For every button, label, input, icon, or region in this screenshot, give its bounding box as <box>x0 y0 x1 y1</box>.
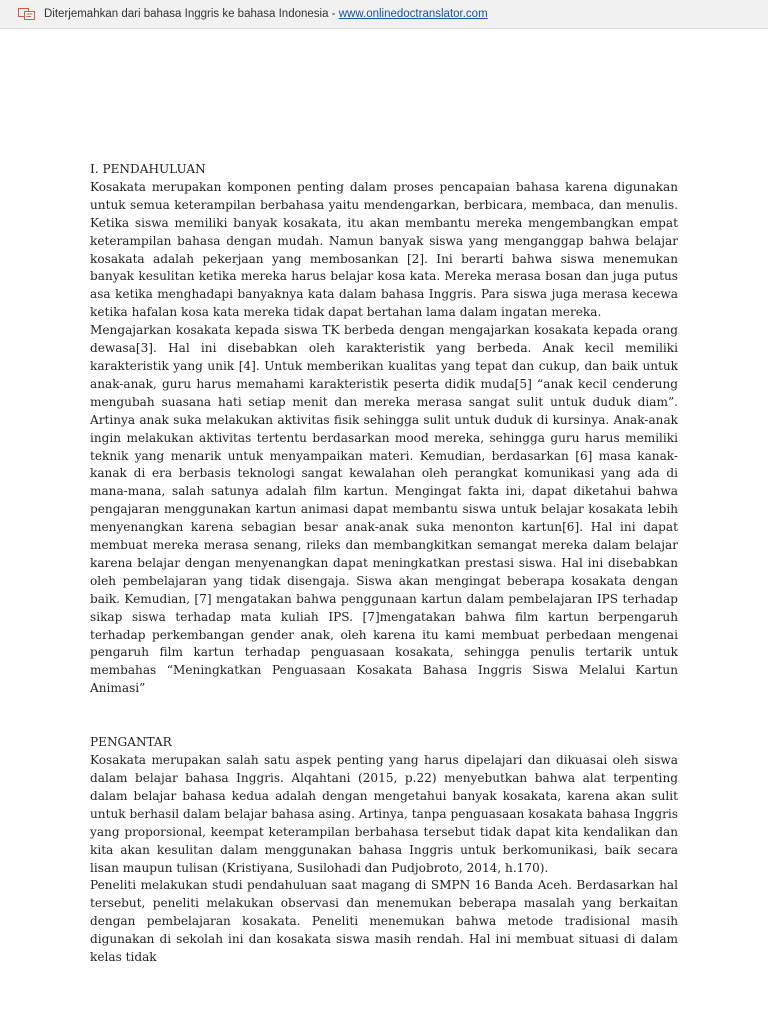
translate-doc-icon <box>18 8 36 20</box>
section-spacer <box>90 698 678 734</box>
paragraph: Mengajarkan kosakata kepada siswa TK berbeda dengan mengajarkan kosakata kepada orang dewasa[3]. Hal ini disebabkan oleh karakteristik yang berbeda. Anak kecil memiliki karakteristik yang unik [4]. Untuk memberikan kualitas yang tepat dan cukup, dan baik untuk anak-anak, guru harus memahami karakteristik peserta didik muda[5] “anak kecil cenderung mengubah suasana hati setiap menit dan mereka merasa sangat sulit untuk duduk diam”. Artinya anak suka melakukan aktivitas fisik sehingga sulit untuk duduk di kursinya. Anak-anak ingin melakukan aktivitas tertentu berdasarkan mood mereka, sehingga guru harus memiliki teknik yang menarik untuk menyampaikan materi. Kemudian, berdasarkan [6] masa kanak-kanak di era berbasis teknologi sangat kewalahan oleh perangkat komunikasi yang ada di mana-mana, salah satunya adalah film kartun. Mengingat fakta ini, dapat diketahui bahwa pengajaran menggunakan kartun animasi dapat membantu siswa untuk belajar kosakata lebih menyenangkan karena sebagian besar anak-anak suka menonton kartun[6]. Hal ini dapat membuat mereka merasa senang, rileks dan membangkitkan semangat mereka dalam belajar karena belajar dengan menyenangkan dapat meningkatkan prestasi siswa. Hal ini disebabkan oleh pembelajaran yang tidak disengaja. Siswa akan mengingat beberapa kosakata dengan baik. Kemudian, [7] mengatakan bahwa penggunaan kartun dalam pembelajaran IPS terhadap sikap siswa terhadap mata kuliah IPS. [7]mengatakan bahwa film kartun berpengaruh terhadap perkembangan gender anak, oleh karena itu kami membuat perbedaan mengenai pengaruh film kartun terhadap penguasaan kosakata, sehingga penulis tertarik untuk membahas “Meningkatkan Penguasaan Kosakata Bahasa Inggris Siswa Melalui Kartun Animasi” <box>90 323 678 696</box>
paragraph: Kosakata merupakan komponen penting dalam proses pencapaian bahasa karena digunakan untuk semua keterampilan berbahasa yaitu mendengarkan, berbicara, membaca, dan menulis. Ketika siswa memiliki banyak kosakata, itu akan membantu mereka mengembangkan empat keterampilan bahasa dengan mudah. Namun banyak siswa yang menganggap bahwa belajar kosakata adalah pekerjaan yang membosankan [2]. Ini berarti bahwa siswa menemukan banyak kesulitan ketika mereka harus belajar kosa kata. Mereka merasa bosan dan juga putus asa ketika menghadapi banyaknya kata dalam bahasa Inggris. Para siswa juga merasa kecewa ketika hafalan kosa kata mereka tidak dapat bertahan lama dalam ingatan mereka. <box>90 179 678 320</box>
document-body <box>90 161 678 967</box>
banner-text: Diterjemahkan dari bahasa Inggris ke bahasa Indonesia - <box>44 8 339 20</box>
section-heading-pendahuluan: I. PENDAHULUAN <box>90 162 206 176</box>
translator-link[interactable]: www.onlinedoctranslator.com <box>338 8 488 20</box>
paragraph: Kosakata merupakan salah satu aspek penting yang harus dipelajari dan dikuasai oleh siswa dalam belajar bahasa Inggris. Alqahtani (2015, p.22) menyebutkan bahwa alat terpenting dalam belajar bahasa kedua adalah dengan mengetahui banyak kosakata, karena akan sulit untuk berhasil dalam belajar bahasa asing. Artinya, tanpa penguasaan kosakata bahasa Inggris yang proporsional, keempat keterampilan berbahasa tersebut tidak dapat kita kendalikan dan kita akan kesulitan dalam menggunakan bahasa Inggris untuk berkomunikasi, baik secara lisan maupun tulisan (Kristiyana, Susilohadi dan Pudjobroto, 2014, h.170). <box>90 753 678 875</box>
translation-banner <box>0 0 768 29</box>
paragraph: Peneliti melakukan studi pendahuluan saat magang di SMPN 16 Banda Aceh. Berdasarkan hal tersebut, peneliti melakukan observasi dan menemukan beberapa masalah yang berkaitan dengan pembelajaran kosakata. Peneliti menemukan bahwa metode tradisional masih digunakan di sekolah ini dan kosakata siswa masih rendah. Hal ini membuat situasi di dalam kelas tidak <box>90 878 678 965</box>
section-heading-pengantar: PENGANTAR <box>90 735 172 750</box>
